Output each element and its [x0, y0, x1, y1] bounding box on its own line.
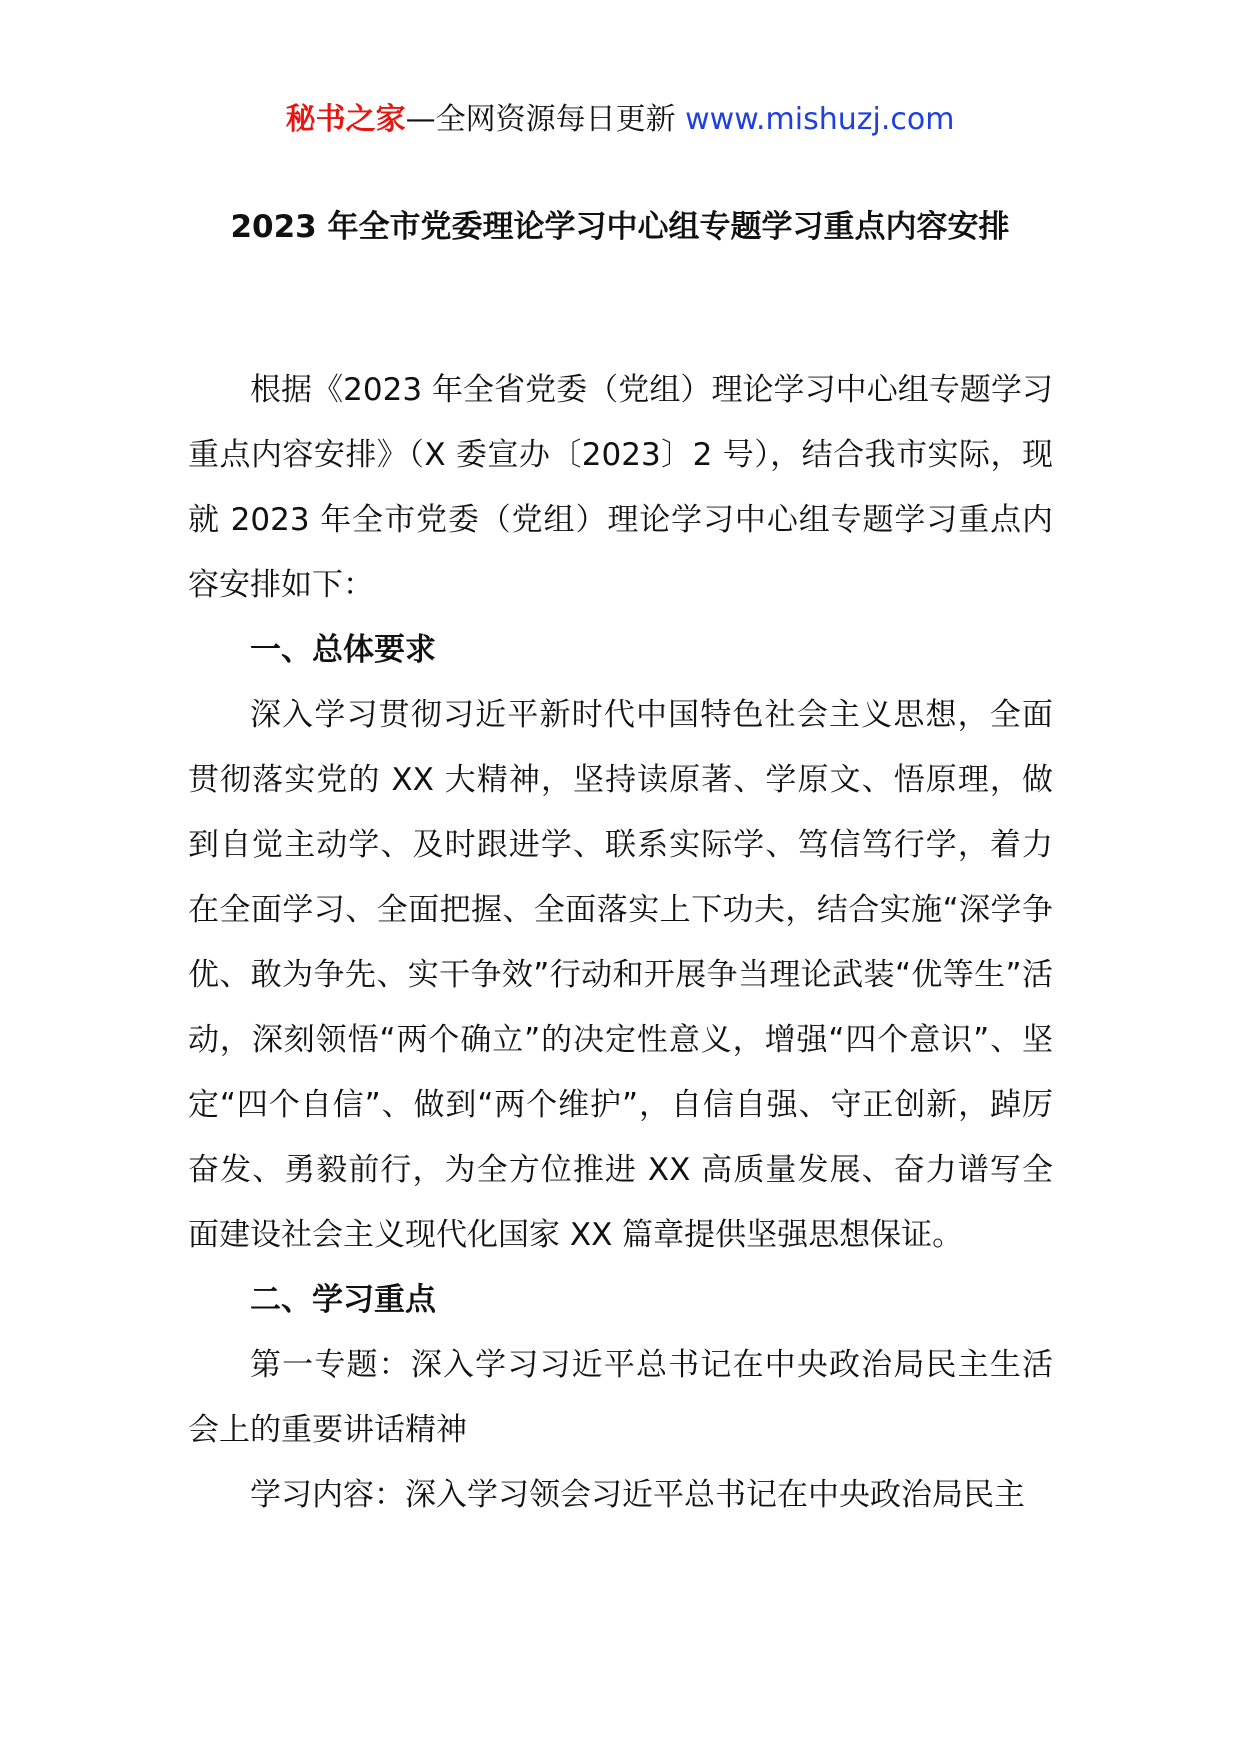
intro-paragraph: 根据《2023 年全省党委（党组）理论学习中心组专题学习重点内容安排》（X 委宣办〔2023〕2 号），结合我市实际，现就 2023 年全市党委（党组）理论学习中心组专题学习重点内容安排如下： — [188, 372, 1053, 603]
section-heading-overall-requirements: 一、总体要求 — [250, 632, 436, 668]
document-body — [188, 358, 1053, 1528]
site-url-link[interactable]: www.mishuzj.com — [685, 102, 955, 137]
brand-name: 秘书之家 — [285, 102, 406, 137]
document-title: 2023 年全市党委理论学习中心组专题学习重点内容安排 — [230, 209, 1010, 245]
section-heading-study-focus: 二、学习重点 — [250, 1282, 436, 1318]
page-header — [0, 98, 1240, 142]
study-content-paragraph: 学习内容：深入学习领会习近平总书记在中央政治局民主 — [250, 1477, 1025, 1513]
topic-one-paragraph: 第一专题：深入学习习近平总书记在中央政治局民主生活会上的重要讲话精神 — [188, 1347, 1053, 1448]
header-tagline: —全网资源每日更新 — [405, 102, 676, 137]
overall-requirements-paragraph: 深入学习贯彻习近平新时代中国特色社会主义思想，全面贯彻落实党的 XX 大精神，坚持读原著、学原文、悟原理，做到自觉主动学、及时跟进学、联系实际学、笃信笃行学，着力在全面学习、全面把握、全面落实上下功夫，结合实施“深学争优、敢为争先、实干争效”行动和开展争当理论武装“优等生”活动，深刻领悟“两个确立”的决定性意义，增强“四个意识”、坚定“四个自信”、做到“两个维护”，自信自强、守正创新，踔厉奋发、勇毅前行，为全方位推进 XX 高质量发展、奋力谱写全面建设社会主义现代化国家 XX 篇章提供坚强思想保证。 — [188, 697, 1053, 1253]
